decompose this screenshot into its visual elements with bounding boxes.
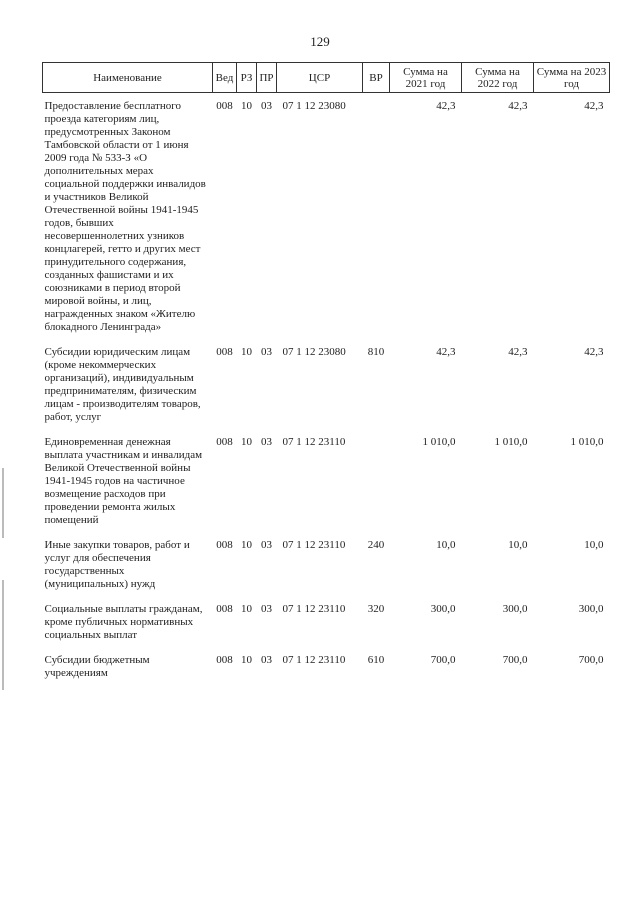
table-row <box>43 654 610 692</box>
row-ved: 008 <box>216 603 233 615</box>
header-sum-2023: Сумма на 2023 год <box>534 63 610 93</box>
row-name: Субсидии бюджетным учреждениям <box>44 654 150 679</box>
budget-table <box>42 62 610 692</box>
row-vr <box>363 436 390 539</box>
row-sum-2022: 10,0 <box>508 539 528 551</box>
row-ved: 008 <box>216 346 233 358</box>
row-vr <box>363 93 390 347</box>
row-vr: 610 <box>367 654 385 666</box>
header-csr: ЦСР <box>277 63 363 93</box>
row-sum-2023: 42,3 <box>584 100 604 112</box>
row-sum-2022: 1 010,0 <box>494 436 528 448</box>
header-ved: Вед <box>213 63 237 93</box>
row-name: Иные закупки товаров, работ и услуг для обеспечения государственных (муниципальных) нужд <box>44 539 190 590</box>
row-pr: 03 <box>261 654 272 666</box>
header-sum-2021: Сумма на 2021 год <box>390 63 462 93</box>
header-name: Наименование <box>43 63 213 93</box>
binding-mark <box>2 580 4 690</box>
row-sum-2022: 300,0 <box>502 603 528 615</box>
row-rz: 10 <box>241 654 252 666</box>
row-name: Единовременная денежная выплата участникам и инвалидам Великой Отечественной войны 1941-1945 годов на частичное возмещение расходов при проведении ремонта жилых помещений <box>44 436 203 526</box>
row-name: Предоставление бесплатного проезда категориям лиц, предусмотренных Законом Тамбовской области от 1 июня 2009 года № 533-З «О дополнительных мерах социальной поддержки инвалидов и участников Великой Отечественной войны 1941-1945 годов, бывших несовершеннолетних узников концлагерей, гетто и других мест принудительного содержания, созданных фашистами и их союзниками в период второй мировой войны, и лиц, награжденных знаком «Жителю блокадного Ленинграда» <box>44 100 206 333</box>
table-row <box>43 603 610 654</box>
header-sum-2022: Сумма на 2022 год <box>462 63 534 93</box>
table-row <box>43 346 610 436</box>
row-pr: 03 <box>261 436 272 448</box>
row-rz: 10 <box>241 603 252 615</box>
row-sum-2021: 42,3 <box>436 346 456 358</box>
table-row <box>43 539 610 603</box>
row-rz: 10 <box>241 539 252 551</box>
row-csr: 07 1 12 23110 <box>282 654 346 666</box>
row-sum-2021: 300,0 <box>430 603 456 615</box>
row-vr: 320 <box>367 603 385 615</box>
table-header-row <box>43 63 610 93</box>
row-vr: 240 <box>367 539 385 551</box>
row-pr: 03 <box>261 346 272 358</box>
page-number: 129 <box>310 34 330 49</box>
row-name: Социальные выплаты гражданам, кроме публичных нормативных социальных выплат <box>44 603 203 641</box>
table-row <box>43 93 610 347</box>
row-ved: 008 <box>216 654 233 666</box>
row-rz: 10 <box>241 100 252 112</box>
row-sum-2022: 42,3 <box>508 346 528 358</box>
row-csr: 07 1 12 23080 <box>282 346 346 358</box>
row-sum-2023: 1 010,0 <box>570 436 604 448</box>
header-rz: РЗ <box>237 63 257 93</box>
row-sum-2021: 1 010,0 <box>422 436 456 448</box>
row-rz: 10 <box>241 346 252 358</box>
row-pr: 03 <box>261 100 272 112</box>
row-pr: 03 <box>261 539 272 551</box>
row-sum-2022: 42,3 <box>508 100 528 112</box>
row-sum-2021: 10,0 <box>436 539 456 551</box>
table-row <box>43 436 610 539</box>
row-rz: 10 <box>241 436 252 448</box>
row-ved: 008 <box>216 436 233 448</box>
row-sum-2023: 10,0 <box>584 539 604 551</box>
row-csr: 07 1 12 23110 <box>282 603 346 615</box>
row-ved: 008 <box>216 539 233 551</box>
row-name: Субсидии юридическим лицам (кроме некоммерческих организаций), индивидуальным предпринимателям, физическим лицам - производителям товаров, работ, услуг <box>44 346 201 423</box>
row-csr: 07 1 12 23080 <box>282 100 346 112</box>
row-sum-2021: 42,3 <box>436 100 456 112</box>
row-csr: 07 1 12 23110 <box>282 436 346 448</box>
row-csr: 07 1 12 23110 <box>282 539 346 551</box>
header-pr: ПР <box>257 63 277 93</box>
row-sum-2021: 700,0 <box>430 654 456 666</box>
binding-mark <box>2 468 4 538</box>
header-vr: ВР <box>363 63 390 93</box>
row-pr: 03 <box>261 603 272 615</box>
row-vr: 810 <box>367 346 385 358</box>
row-sum-2023: 42,3 <box>584 346 604 358</box>
row-sum-2023: 300,0 <box>578 603 604 615</box>
row-ved: 008 <box>216 100 233 112</box>
row-sum-2023: 700,0 <box>578 654 604 666</box>
row-sum-2022: 700,0 <box>502 654 528 666</box>
